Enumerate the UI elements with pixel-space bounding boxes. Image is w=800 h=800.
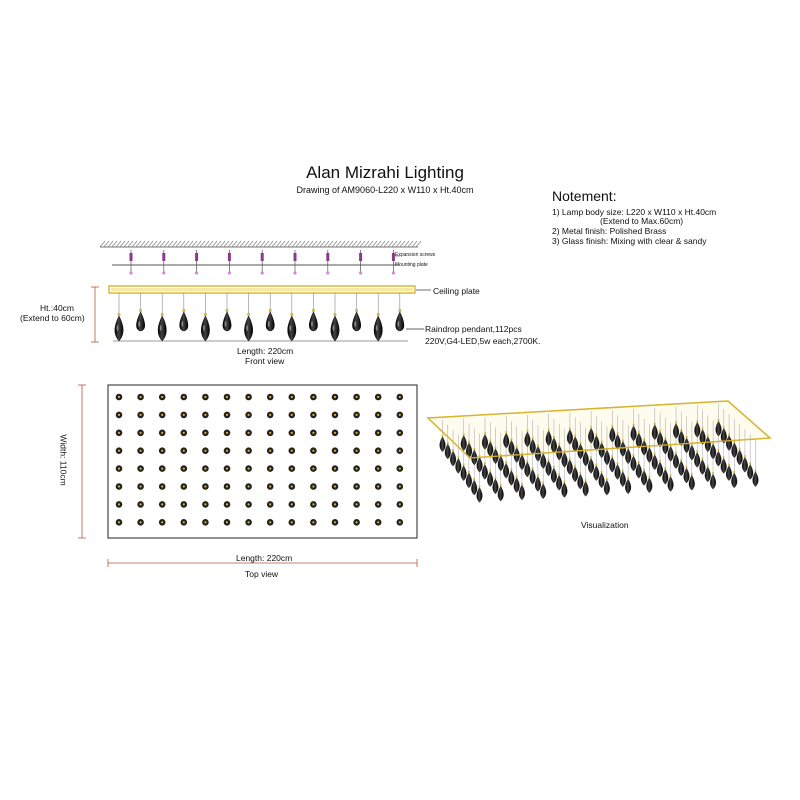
top-pendant-dot — [267, 412, 274, 419]
note-item: 2) Metal finish: Polished Brass — [552, 226, 667, 236]
top-pendant-dot — [353, 394, 360, 401]
expansion-screw — [129, 250, 132, 275]
visualization-caption: Visualization — [581, 520, 629, 530]
top-pendant-dot — [224, 483, 231, 490]
height-dimension — [91, 287, 99, 342]
width-dimension — [78, 385, 86, 538]
top-pendant-dot — [245, 483, 252, 490]
raindrop-pendant — [223, 293, 231, 331]
top-pendant-dot — [375, 483, 382, 490]
top-pendant-dot — [289, 483, 296, 490]
expansion-screw — [293, 250, 296, 275]
top-pendant-dot — [224, 430, 231, 437]
pendant-spec-label: 220V,G4-LED,5w each,2700K. — [425, 336, 541, 346]
top-pendant-dot — [137, 412, 144, 419]
top-pendant-dot — [137, 465, 144, 472]
top-pendant-dot — [332, 501, 339, 508]
top-pendant-dot — [332, 483, 339, 490]
ceiling-plate-label: Ceiling plate — [433, 286, 480, 296]
top-pendant-dot — [137, 501, 144, 508]
top-pendant-dot — [310, 501, 317, 508]
top-pendant-dot — [159, 519, 166, 526]
top-pendant-dot — [310, 465, 317, 472]
top-pendant-dot — [224, 394, 231, 401]
top-pendant-dot — [245, 394, 252, 401]
top-pendant-dot — [397, 519, 404, 526]
top-pendant-dot — [224, 465, 231, 472]
top-pendant-dot — [245, 519, 252, 526]
top-pendant-dot — [332, 412, 339, 419]
top-pendant-dot — [202, 412, 209, 419]
top-pendant-dot — [397, 412, 404, 419]
top-pendant-dot — [289, 465, 296, 472]
top-pendant-dot — [397, 447, 404, 454]
top-pendant-dot — [181, 501, 188, 508]
top-pendant-dot — [159, 465, 166, 472]
raindrop-pendant — [158, 293, 166, 341]
top-pendant-dot — [332, 394, 339, 401]
top-pendant-dot — [267, 447, 274, 454]
raindrop-pendant — [136, 293, 144, 331]
raindrop-pendant — [244, 293, 252, 341]
height-label: Ht.:40cm — [40, 303, 75, 313]
top-pendant-dot — [202, 483, 209, 490]
top-pendant-dot — [289, 430, 296, 437]
expansion-screw — [261, 250, 264, 275]
top-pendant-dot — [267, 465, 274, 472]
top-pendant-dot — [353, 430, 360, 437]
expansion-screws-label: Expansion screws — [395, 252, 436, 258]
expansion-screw — [162, 250, 165, 275]
visualization — [428, 401, 770, 502]
expansion-screw — [359, 250, 362, 275]
top-pendant-dot — [202, 447, 209, 454]
top-pendant-dot — [245, 501, 252, 508]
top-pendant-dot — [353, 447, 360, 454]
top-pendant-dot — [181, 394, 188, 401]
top-pendant-dot — [181, 447, 188, 454]
top-length-label: Length: 220cm — [236, 553, 293, 563]
top-pendant-dot — [353, 412, 360, 419]
top-pendant-dot — [137, 483, 144, 490]
top-pendant-dot — [224, 447, 231, 454]
top-pendant-dot — [267, 519, 274, 526]
top-pendant-dot — [116, 412, 123, 419]
top-pendant-dot — [310, 519, 317, 526]
top-pendant-dot — [267, 501, 274, 508]
top-pendant-dot — [159, 447, 166, 454]
notes-title: Notement: — [552, 188, 617, 204]
visualization-pendant — [753, 439, 759, 486]
top-pendant-dot — [181, 465, 188, 472]
note-item: 1) Lamp body size: L220 x W110 x Ht.40cm — [552, 207, 717, 217]
top-pendant-dot — [224, 501, 231, 508]
top-pendant-dot — [137, 447, 144, 454]
top-pendant-dot — [202, 465, 209, 472]
top-pendant-dot — [332, 465, 339, 472]
top-pendant-dot — [353, 465, 360, 472]
top-pendant-dot — [181, 483, 188, 490]
top-pendant-dot — [245, 412, 252, 419]
raindrop-pendant — [201, 293, 209, 341]
top-pendant-dot — [116, 447, 123, 454]
top-pendant-dot — [375, 447, 382, 454]
expansion-screw — [228, 250, 231, 275]
top-pendant-dot — [116, 430, 123, 437]
top-pendant-dot — [202, 501, 209, 508]
ceiling-hatch — [100, 241, 421, 247]
top-pendant-dot — [332, 430, 339, 437]
top-pendant-dot — [137, 430, 144, 437]
top-pendant-dot — [224, 519, 231, 526]
raindrop-pendant — [180, 293, 188, 331]
raindrop-pendant — [288, 293, 296, 341]
top-pendant-dot — [202, 430, 209, 437]
top-pendant-dot — [289, 519, 296, 526]
top-pendant-dot — [310, 394, 317, 401]
top-pendant-dot — [224, 412, 231, 419]
top-pendant-dot — [159, 412, 166, 419]
top-pendant-dot — [202, 394, 209, 401]
top-pendant-dot — [375, 501, 382, 508]
note-item: 3) Glass finish: Mixing with clear & sandy — [552, 236, 707, 246]
top-pendant-dot — [159, 430, 166, 437]
top-pendant-dot — [332, 447, 339, 454]
top-pendant-dot — [397, 394, 404, 401]
top-pendant-dot — [289, 412, 296, 419]
top-pendant-dot — [245, 447, 252, 454]
top-pendant-dot — [310, 447, 317, 454]
top-pendant-dot — [245, 465, 252, 472]
top-pendant-dot — [116, 394, 123, 401]
top-pendant-dot — [137, 519, 144, 526]
raindrop-pendant — [266, 293, 274, 331]
top-pendant-dot — [375, 430, 382, 437]
raindrop-pendant — [115, 293, 123, 341]
top-pendant-dot — [267, 483, 274, 490]
front-length-label: Length: 220cm — [237, 346, 294, 356]
top-pendant-dot — [159, 394, 166, 401]
expansion-screws — [129, 250, 395, 275]
top-pendant-dot — [397, 430, 404, 437]
top-pendant-dot — [353, 483, 360, 490]
raindrop-pendant — [396, 293, 404, 331]
top-pendant-dot — [116, 519, 123, 526]
top-pendant-dot — [289, 447, 296, 454]
top-pendant-dot — [397, 465, 404, 472]
expansion-screw — [326, 250, 329, 275]
note-item: (Extend to Max.60cm) — [600, 216, 684, 226]
top-pendant-dot — [116, 465, 123, 472]
pendant-label: Raindrop pendant,112pcs — [425, 324, 522, 334]
top-pendant-dot — [202, 519, 209, 526]
raindrop-pendant — [309, 293, 317, 331]
front-pendants — [115, 293, 404, 341]
raindrop-pendant — [374, 293, 382, 341]
top-pendant-dot — [375, 519, 382, 526]
top-pendant-dot — [267, 430, 274, 437]
top-view-outline — [108, 385, 417, 538]
top-pendant-dot — [310, 430, 317, 437]
width-label: Width: 110cm — [58, 434, 69, 486]
top-pendant-dot — [289, 394, 296, 401]
top-pendant-dot — [289, 501, 296, 508]
top-pendant-dot — [137, 394, 144, 401]
visualization-pendant — [747, 434, 753, 479]
top-pendant-dot — [375, 412, 382, 419]
top-pendant-dot — [353, 501, 360, 508]
drawing-title: Alan Mizrahi Lighting — [306, 163, 464, 182]
top-pendant-dot — [159, 483, 166, 490]
drawing-subtitle: Drawing of AM9060-L220 x W110 x Ht.40cm — [296, 185, 474, 195]
top-pendant-dot — [245, 430, 252, 437]
top-pendant-dot — [267, 394, 274, 401]
raindrop-pendant — [331, 293, 339, 341]
top-pendant-dot — [310, 412, 317, 419]
front-view-caption: Front view — [245, 356, 285, 366]
top-pendant-dot — [397, 483, 404, 490]
top-view — [78, 385, 417, 567]
top-view-caption: Top view — [245, 569, 279, 579]
expansion-screw — [195, 250, 198, 275]
raindrop-pendant — [352, 293, 360, 331]
top-pendant-dot — [181, 412, 188, 419]
top-pendant-dot — [397, 501, 404, 508]
top-pendant-dot — [375, 394, 382, 401]
top-pendant-dot — [375, 465, 382, 472]
top-pendant-dot — [116, 501, 123, 508]
mounting-plate-label: Mounting plate — [395, 262, 428, 268]
top-pendant-dot — [310, 483, 317, 490]
height-extend-label: (Extend to 60cm) — [20, 313, 85, 323]
top-pendant-dot — [181, 519, 188, 526]
top-pendant-dot — [181, 430, 188, 437]
top-pendant-dot — [332, 519, 339, 526]
top-pendant-dot — [159, 501, 166, 508]
top-pendant-dot — [116, 483, 123, 490]
front-view — [91, 241, 431, 342]
top-pendant-dot — [353, 519, 360, 526]
